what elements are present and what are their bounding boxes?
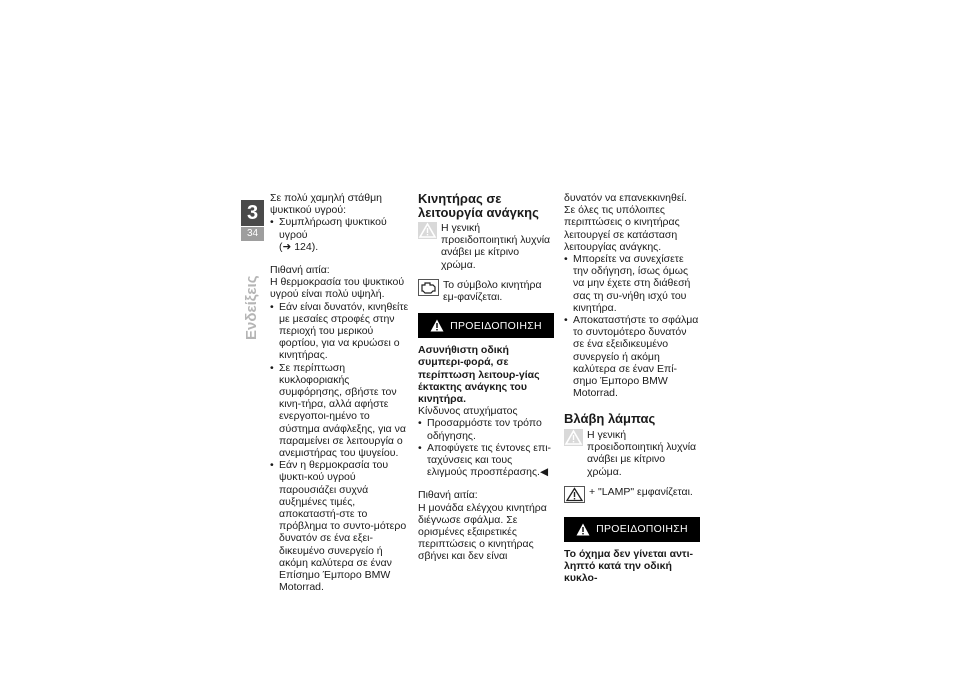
lamp-symbol-row	[564, 486, 700, 503]
lamp-symbol-text: + "LAMP" εμφανίζεται.	[589, 485, 693, 498]
col1-bullet-1: • Εάν είναι δυνατόν, κινηθείτε με μεσαίες στροφές στην περιοχή του μερικού φορτίου, για να κρυώσει ο κινητήρας.	[270, 301, 410, 362]
end-mark-icon: ◀	[539, 466, 549, 479]
col3-bullet-list	[564, 253, 700, 399]
engine-symbol-row	[418, 279, 554, 303]
col1-intro: Σε πολύ χαμηλή στάθμη ψυκτικού υγρού:	[270, 192, 382, 217]
col1-bullet-3: • Εάν η θερμοκρασία του ψυκτι-κού υγρού παρουσιάζει συχνά αυξημένες τιμές, αποκαταστή-στε το πρόβλημα το συντο-μότερο δυνατόν σε ένα εξει-δικευμένο συνεργείο ή ακόμη καλύτερα σε έναν Επίσημο Έμπορο BMW Motorrad.	[270, 459, 410, 593]
col2-cause-label: Πιθανή αιτία:	[418, 489, 478, 502]
danger-text: Κίνδυνος ατυχήματος	[418, 405, 518, 418]
col2-bullet-2: • Αποφύγετε τις έντονες επι-ταχύνσεις και τους ελιγμούς προσπέρασης.◀	[418, 442, 554, 479]
col1-cause-text: Η θερμοκρασία του ψυκτικού υγρού είναι πολύ υψηλή.	[270, 276, 405, 301]
warning-triangle-icon	[564, 429, 583, 446]
lamp-warning-light-row	[564, 429, 700, 478]
col3-bullet-1: • Μπορείτε να συνεχίσετε την οδήγηση, ίσως όμως να μην έχετε στη διάθεσή σας τη συ-νήθη ισχύ του κινητήρα.	[564, 253, 700, 314]
chapter-title: Ενδείξεις	[243, 275, 260, 340]
page-number: 34	[241, 227, 264, 241]
warning-light-row	[418, 222, 554, 271]
warning-title: Το όχημα δεν γίνεται αντι-ληπτό κατά την οδική κυκλο-	[564, 547, 694, 585]
section-heading-emergency: Κινητήρας σε λειτουργία ανάγκης	[418, 191, 539, 220]
page-reference: (➜ 124).	[279, 240, 319, 253]
col3-continued-text: δυνατόν να επανεκκινηθεί. Σε όλες τις υπόλοιπες περιπτώσεις ο κινητήρας λειτουργεί σε κατάσταση λειτουργίας ανάγκης.	[564, 192, 687, 253]
warning-light-text: Η γενική προειδοποιητική λυχνία ανάβει με κίτρινο χρώμα.	[441, 222, 551, 271]
warning-icon	[576, 523, 590, 536]
chapter-tab	[241, 200, 264, 241]
col1-cause-label: Πιθανή αιτία:	[270, 264, 330, 277]
warning-label: ΠΡΟΕΙΔΟΠΟΙΗΣΗ	[450, 319, 542, 332]
col2-cause-text: Η μονάδα ελέγχου κινητήρα διέγνωσε σφάλμα. Σε ορισμένες εξαιρετικές περιπτώσεις ο κινητήρας σβήνει και δεν είναι	[418, 501, 547, 563]
chapter-number: 3	[241, 200, 264, 226]
col1-bullet-list-a	[270, 216, 410, 253]
warning-banner	[418, 313, 554, 338]
column-3	[564, 192, 700, 584]
engine-symbol-text: Το σύμβολο κινητήρα εμ-φανίζεται.	[443, 278, 542, 304]
section-heading-lamp: Βλάβη λάμπας	[564, 411, 656, 427]
warning-outline-icon	[564, 486, 585, 503]
warning-title: Ασυνήθιστη οδική συμπερι-φορά, σε περίπτωση λειτουρ-γίας έκτακτης ανάγκης του κινητήρα.	[418, 344, 540, 406]
col2-bullet-list	[418, 417, 554, 478]
col2-bullet-1: • Προσαρμόστε τον τρόπο οδήγησης.	[418, 417, 554, 441]
warning-triangle-icon	[418, 222, 437, 239]
col3-bullet-2: • Αποκαταστήστε το σφάλμα το συντομότερο δυνατόν σε ένα εξειδικευμένο συνεργείο ή ακόμη καλύτερα σε έναν Επί-σημο Έμπορο BMW Motorrad.	[564, 314, 700, 399]
lamp-light-text: Η γενική προειδοποιητική λυχνία ανάβει με κίτρινο χρώμα.	[587, 428, 697, 478]
column-2	[418, 192, 554, 563]
col1-bullet-2: • Σε περίπτωση κυκλοφοριακής συμφόρησης, σβήστε τον κινη-τήρα, αλλά αφήστε ενεργοποι-ημένο το σύστημα ανάφλεξης, για να παραμείνει σε λειτουργία ο ανεμιστήρας του ψυγείου.	[270, 362, 410, 460]
col1-bullet-list-b	[270, 301, 410, 594]
warning-label: ΠΡΟΕΙΔΟΠΟΙΗΣΗ	[596, 523, 688, 536]
warning-banner	[564, 517, 700, 542]
warning-icon	[430, 319, 444, 332]
col1-bullet-coolant: • Συμπλήρωση ψυκτικού υγρού (➜ 124).	[270, 216, 410, 253]
column-1	[270, 192, 410, 594]
engine-icon	[418, 279, 439, 296]
